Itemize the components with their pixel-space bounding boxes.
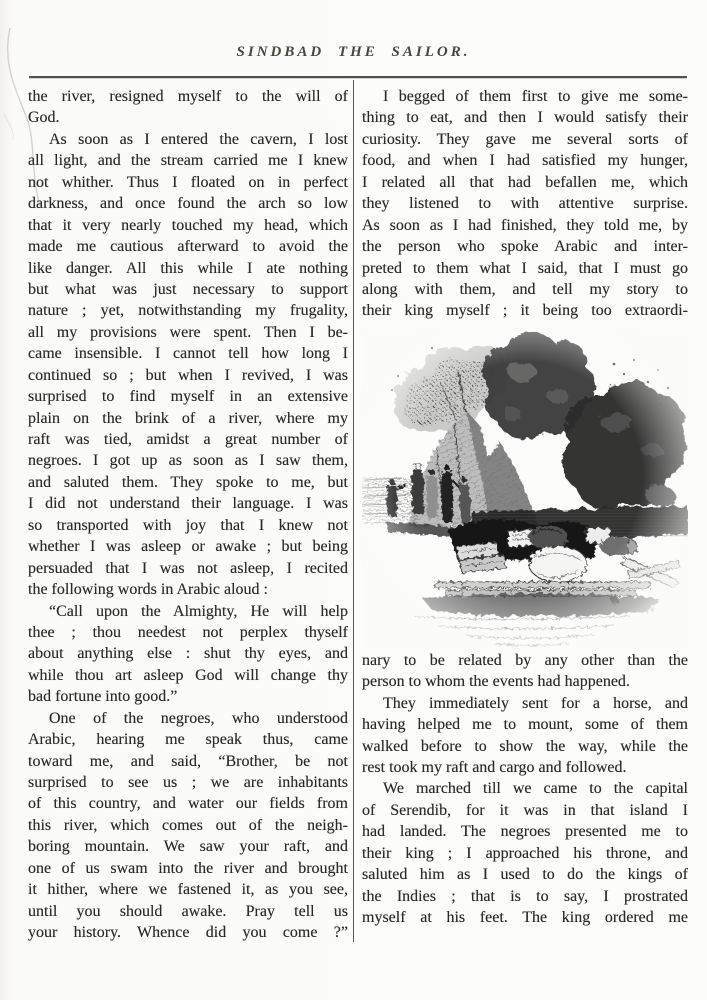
text-line: one of us swam into the river and brought xyxy=(28,859,348,877)
text-line: having helped me to mount, some of them xyxy=(362,716,688,734)
text-line: all my provisions were spent. Then I be- xyxy=(28,323,348,341)
text-line: that it very nearly touched my head, which xyxy=(28,216,348,234)
text-line: like danger. All this while I ate nothing xyxy=(28,259,348,277)
right-column xyxy=(362,86,688,929)
figure-block xyxy=(362,330,688,648)
text-line: raft was tied, amidst a great number of xyxy=(28,431,348,448)
page-title: SINDBAD THE SAILOR. xyxy=(236,44,471,60)
text-line: the following words in Arabic aloud : xyxy=(28,581,268,599)
text-line: it hither, where we fastened it, as you see, xyxy=(28,881,348,899)
text-line: of Serendib, for it was in that island I xyxy=(362,801,688,819)
raft-illustration xyxy=(362,330,688,648)
text-line: your history. Whence did you come ?” xyxy=(28,924,348,942)
text-line: so transported with joy that I knew not xyxy=(28,516,348,534)
left-column xyxy=(28,86,348,944)
column-divider-rule xyxy=(353,80,354,942)
right-column-bottom-lines xyxy=(362,650,688,929)
text-line: rest took my raft and cargo and followed. xyxy=(362,759,627,776)
text-line: thing to eat, and then I would satisfy their xyxy=(362,109,688,127)
text-line: I did not understand their language. I was xyxy=(28,495,348,513)
text-line: nary to be related by any other than the xyxy=(362,651,688,669)
text-line: this river, which comes out of the neigh- xyxy=(28,816,348,834)
text-line: along with them, and tell my story to xyxy=(362,280,688,298)
header-rule xyxy=(29,76,687,78)
text-line: darkness, and once found the arch so low xyxy=(28,195,348,213)
text-line: the river, resigned myself to the will of xyxy=(28,88,348,105)
text-line: One of the negroes, who understood xyxy=(49,709,348,727)
text-line: preted to them what I said, that I must go xyxy=(362,259,688,277)
text-line: had landed. The negroes presented me to xyxy=(362,823,688,841)
text-line: came insensible. I cannot tell how long I xyxy=(28,345,348,363)
text-line: their king ; I approached his throne, and xyxy=(362,844,688,862)
left-column-lines xyxy=(28,86,348,944)
right-column-top-lines xyxy=(362,86,688,322)
text-line: not whither. Thus I floated on in perfect xyxy=(28,173,348,191)
text-line: God. xyxy=(28,109,60,127)
text-line: thee ; thou needest not perplex thyself xyxy=(28,623,348,641)
text-line: the Indies ; that is to say, I prostrated xyxy=(362,887,688,905)
text-line: they listened to with attentive surprise. xyxy=(362,195,688,213)
text-line: continued so ; but when I revived, I was xyxy=(28,366,348,384)
text-line: “Call upon the Almighty, He will help xyxy=(49,602,348,620)
text-line: nature ; yet, notwithstanding my frugality, xyxy=(28,302,348,320)
text-line: surprised to see us ; we are inhabitants xyxy=(28,774,348,791)
text-line: plain on the brink of a river, where my xyxy=(28,409,348,427)
text-line: whether I was asleep or awake ; but being xyxy=(28,538,348,556)
text-line: but what was just necessary to support xyxy=(28,280,348,298)
text-line: about anything else : shut thy eyes, and xyxy=(28,645,348,663)
text-line: toward me, and said, “Brother, be not xyxy=(28,752,348,770)
text-line: their king myself ; it being too extraordi- xyxy=(362,302,688,320)
text-line: As soon as I had finished, they told me, by xyxy=(362,216,688,234)
text-line: They immediately sent for a horse, and xyxy=(383,694,688,712)
text-line: the person who spoke Arabic and inter- xyxy=(362,238,688,256)
text-line: As soon as I entered the cavern, I lost xyxy=(49,130,348,148)
text-line: boring mountain. We saw your raft, and xyxy=(28,838,348,856)
text-line: myself at his feet. The king ordered me xyxy=(362,909,688,927)
text-line: made me cautious afterward to avoid the xyxy=(28,238,348,256)
text-line: I begged of them first to give me some- xyxy=(383,88,688,105)
text-line: saluted him as I used to do the kings of xyxy=(362,866,688,884)
text-line: person to whom the events had happened. xyxy=(362,673,630,691)
text-line: food, and when I had satisfied my hunger, xyxy=(362,152,688,170)
text-line: surprised to find myself in an extensive xyxy=(28,388,348,406)
text-line: I related all that had befallen me, which xyxy=(362,173,688,191)
text-line: negroes. I got up as soon as I saw them, xyxy=(28,452,348,470)
text-line: all light, and the stream carried me I knew xyxy=(28,152,348,170)
text-line: walked before to show the way, while the xyxy=(362,737,688,755)
text-line: Arabic, hearing me speak thus, came xyxy=(28,731,348,749)
text-line: while thou art asleep God will change thy xyxy=(28,666,348,684)
text-line: curiosity. They gave me several sorts of xyxy=(362,130,688,148)
text-line: and saluted them. They spoke to me, but xyxy=(28,473,348,491)
text-line: bad fortune into good.” xyxy=(28,688,178,706)
text-line: persuaded that I was not asleep, I recited xyxy=(28,559,348,577)
text-line: of this country, and water our fields from xyxy=(28,795,348,813)
text-line: We marched till we came to the capital xyxy=(383,780,688,798)
text-line: until you should awake. Pray tell us xyxy=(28,902,348,920)
